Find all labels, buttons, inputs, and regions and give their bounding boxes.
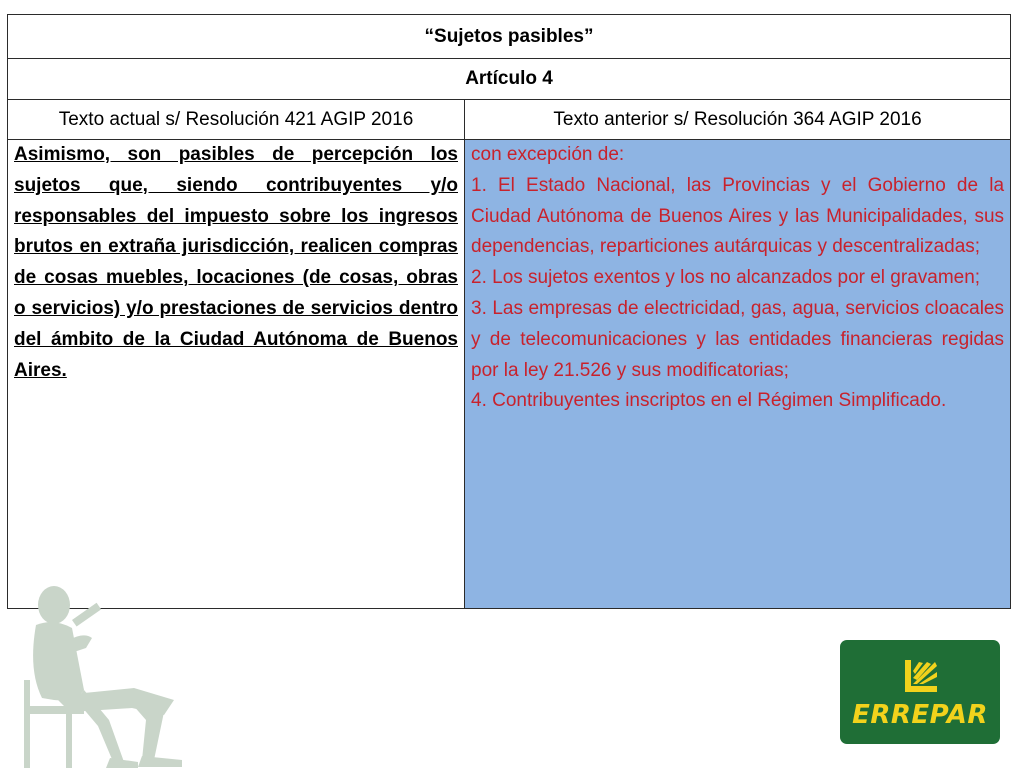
previous-line: 3. Las empresas de electricidad, gas, agua, servicios cloacales y de telecomunicaciones y las entidades financieras regidas por la ley 21.526 y sus modificatorias; (471, 297, 1005, 381)
errepar-logo (840, 640, 1000, 744)
header-previous: Texto anterior s/ Resolución 364 AGIP 2016 (465, 100, 1011, 140)
header-current: Texto actual s/ Resolución 421 AGIP 2016 (8, 100, 465, 140)
previous-line: 1. El Estado Nacional, las Provincias y el Gobierno de la Ciudad Autónoma de Buenos Aires y las Municipalidades, sus dependencias, reparticiones autárquicas y descentralizadas; (471, 174, 1005, 258)
previous-line: 2. Los sujetos exentos y los no alcanzados por el gravamen; (471, 267, 981, 289)
current-text: Asimismo, son pasibles de percepción los sujetos que, siendo contribuyentes y/o responsables del impuesto sobre los ingresos brutos en extraña jurisdicción, realicen compras de cosas muebles, locaciones (de cosas, obras o servicios) y/o prestaciones de servicios dentro del ámbito de la Ciudad Autónoma de Buenos Aires. (14, 144, 458, 381)
article-heading: Artículo 4 (8, 59, 1011, 100)
comparison-table (7, 14, 1011, 609)
logo-mark-icon (903, 658, 939, 694)
previous-text-cell (465, 140, 1011, 609)
previous-line: con excepción de: (471, 144, 625, 165)
previous-line: 4. Contribuyentes inscriptos en el Régimen Simplificado. (471, 390, 947, 412)
table-title: “Sujetos pasibles” (8, 15, 1011, 59)
logo-text: ERREPAR (852, 700, 988, 730)
seated-person-illustration (14, 570, 214, 768)
current-text-cell (8, 140, 465, 609)
